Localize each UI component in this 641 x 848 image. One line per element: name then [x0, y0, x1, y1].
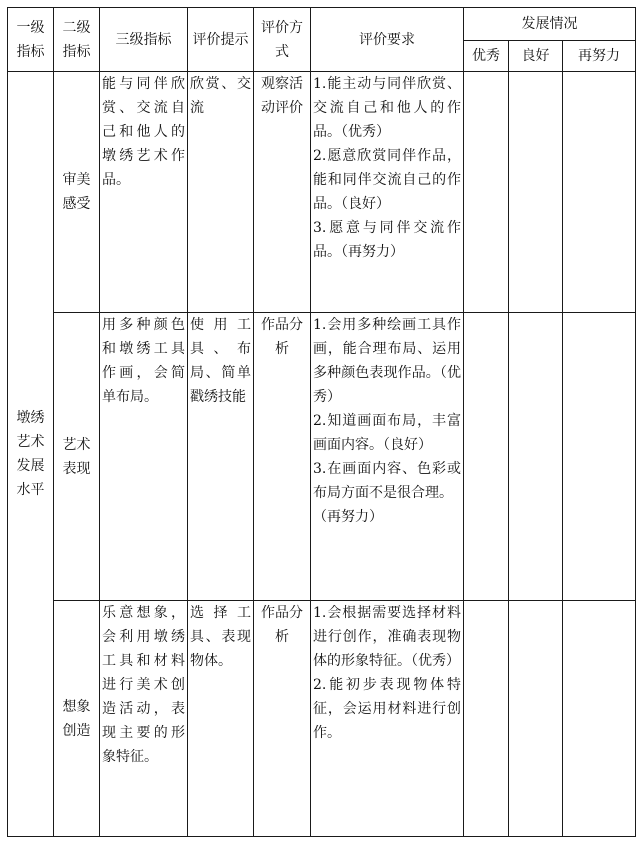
- evaluation-table: [7, 7, 636, 837]
- level2-indicator: 审美感受: [54, 72, 100, 313]
- header-method: 评价方式: [254, 8, 311, 72]
- evaluation-requirements: [311, 313, 464, 601]
- header-grade-good: 良好: [509, 41, 563, 72]
- requirement-item: 3.愿意与同伴交流作品。（再努力）: [313, 220, 461, 260]
- level3-indicator: 用多种颜色和墩绣工具作画，会简单布局。: [100, 313, 188, 601]
- evaluation-hint: 欣赏、交流: [188, 72, 254, 313]
- requirement-item: （再努力）: [313, 509, 383, 525]
- grade-cell-improve[interactable]: [563, 72, 636, 313]
- requirement-item: 2.能初步表现物体特征，会运用材料进行创作。: [313, 677, 461, 741]
- evaluation-hint: 使用工具、布局、简单戳绣技能: [188, 313, 254, 601]
- requirement-item: 1.能主动与同伴欣赏、交流自己和他人的作品。（优秀）: [313, 76, 461, 140]
- requirement-item: 2.知道画面布局，丰富画面内容。（良好）: [313, 413, 461, 453]
- grade-cell-good[interactable]: [509, 72, 563, 313]
- header-hint: 评价提示: [188, 8, 254, 72]
- grade-cell-excellent[interactable]: [464, 313, 509, 601]
- level3-indicator: 乐意想象，会利用墩绣工具和材料进行美术创造活动，表现主要的形象特征。: [100, 601, 188, 837]
- header-grade-improve: 再努力: [563, 41, 636, 72]
- grade-cell-good[interactable]: [509, 313, 563, 601]
- requirement-item: 1.会用多种绘画工具作画，能合理布局、运用多种颜色表现作品。（优秀）: [313, 317, 461, 405]
- grade-cell-improve[interactable]: [563, 313, 636, 601]
- level2-indicator: 艺术表现: [54, 313, 100, 601]
- evaluation-method: 作品分析: [254, 601, 311, 837]
- header-requirement: 评价要求: [311, 8, 464, 72]
- table-row: [8, 72, 636, 313]
- table-row: [8, 313, 636, 601]
- header-level3: 三级指标: [100, 8, 188, 72]
- level2-indicator: 想象创造: [54, 601, 100, 837]
- requirement-item: 2.愿意欣赏同伴作品，能和同伴交流自己的作品。（良好）: [313, 148, 461, 212]
- grade-cell-excellent[interactable]: [464, 601, 509, 837]
- level1-indicator: 墩绣艺术发展水平: [8, 72, 54, 837]
- grade-cell-good[interactable]: [509, 601, 563, 837]
- evaluation-requirements: [311, 601, 464, 837]
- grade-cell-excellent[interactable]: [464, 72, 509, 313]
- grade-cell-improve[interactable]: [563, 601, 636, 837]
- evaluation-hint: 选择工具、表现物体。: [188, 601, 254, 837]
- requirement-item: 3.在画面内容、色彩或布局方面不是很合理。: [313, 461, 461, 501]
- table-row: [8, 601, 636, 837]
- header-development: 发展情况: [464, 8, 636, 41]
- header-level2: 二级指标: [54, 8, 100, 72]
- evaluation-method: 观察活动评价: [254, 72, 311, 313]
- evaluation-method: 作品分析: [254, 313, 311, 601]
- header-grade-excellent: 优秀: [464, 41, 509, 72]
- header-level1: 一级指标: [8, 8, 54, 72]
- level3-indicator: 能与同伴欣赏、交流自己和他人的墩绣艺术作品。: [100, 72, 188, 313]
- requirement-item: 1.会根据需要选择材料进行创作，准确表现物体的形象特征。（优秀）: [313, 605, 461, 669]
- evaluation-requirements: [311, 72, 464, 313]
